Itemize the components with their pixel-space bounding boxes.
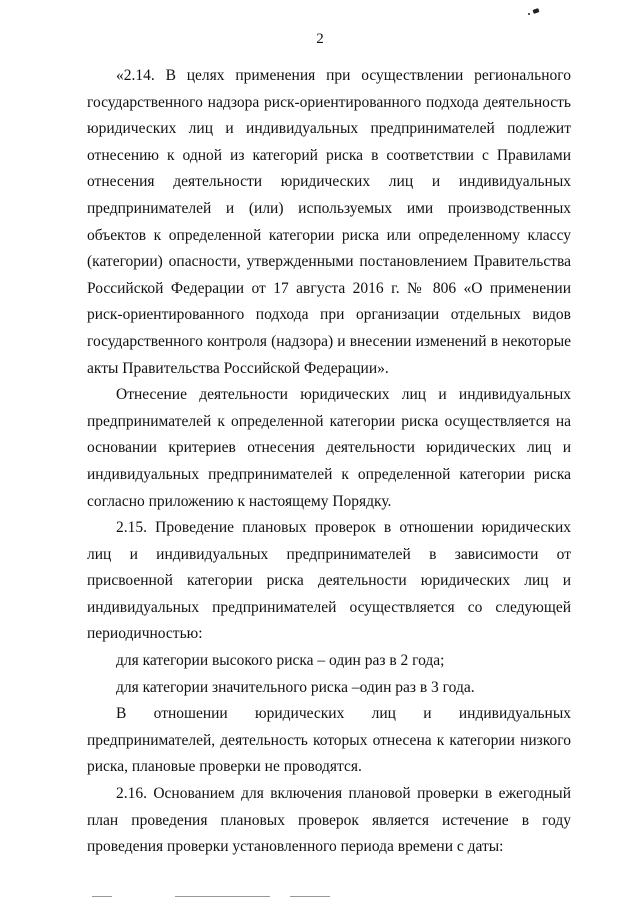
footer-rule [92, 896, 112, 897]
list-item-significant-risk: для категории значительного риска –один раз в 3 года. [116, 678, 475, 696]
scan-artifact-mark [532, 8, 539, 14]
scan-artifact-dot [528, 13, 530, 15]
paragraph-low-risk: В отношении юридических лиц и индивидуальных предпринимателей, деятельность которых отнесена к категории низкого риска, плановые проверки не проводятся. [87, 705, 571, 776]
paragraph-risk-categorization: Отнесение деятельности юридических лиц и индивидуальных предпринимателей к определенной категории риска осуществляется на основании критериев отнесения деятельности юридических лиц и индивидуальных предпринимателей к определенной категории риска согласно приложению к настоящему Порядку. [87, 386, 571, 510]
page-number: 2 [316, 31, 324, 47]
paragraph-2-14: «2.14. В целях применения при осуществлении регионального государственного надзора риск-ориентированного подхода деятельность юридических лиц и индивидуальных предпринимателей подлежит отнесению к одной из категорий риска в соответствии с Правилами отнесения деятельности юридических лиц и индивидуальных предпринимателей и (или) используемых ими производственных объектов к определенной категории риска или определенному классу (категории) опасности, утвержденными постановлением Правительства Российской Федерации от 17 августа 2016 г. № 806 «О применении риск-ориентированного подхода при организации отдельных видов государственного контроля (надзора) и внесении изменений в некоторые акты Правительства Российской Федерации». [87, 67, 571, 377]
paragraph-2-15: 2.15. Проведение плановых проверок в отношении юридических лиц и индивидуальных предпринимателей в зависимости от присвоенной категории риска деятельности юридических лиц и индивидуальных предпринимателей осуществляется со следующей периодичностью: [87, 519, 571, 643]
footer-rule [175, 896, 270, 897]
paragraph-2-16: 2.16. Основанием для включения плановой проверки в ежегодный план проведения плановых проверок является истечение в году проведения проверки установленного периода времени с даты: [87, 785, 571, 856]
list-item-high-risk: для категории высокого риска – один раз в 2 года; [116, 652, 445, 670]
footer-rule [290, 896, 330, 897]
document-body [87, 63, 571, 861]
